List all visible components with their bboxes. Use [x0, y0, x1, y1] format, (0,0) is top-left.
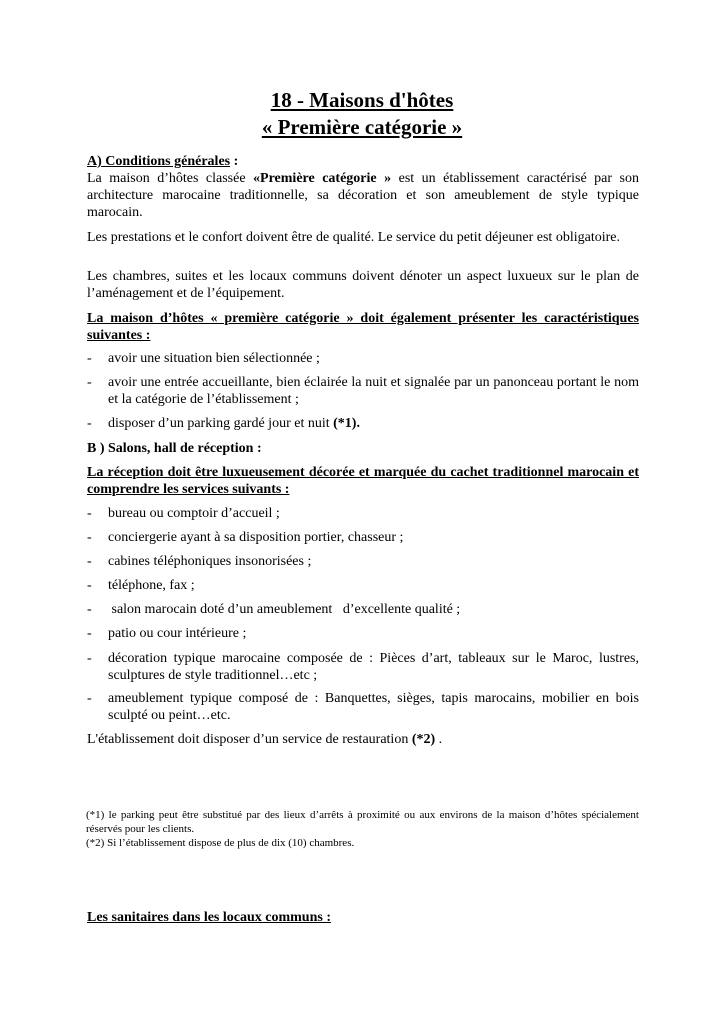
list-item — [87, 650, 639, 684]
bullet-dash: - — [87, 691, 92, 706]
bullet-dash: - — [87, 506, 92, 521]
list-item-text: décoration typique marocaine composée de : Pièces d’art, tableaux sur le Maroc, lustres, sculptures de style traditionnel…etc ; — [108, 651, 639, 683]
bullet-dash: - — [87, 416, 92, 431]
list-item-text: disposer d’un parking gardé jour et nuit — [108, 416, 334, 431]
footnote-ref-2: (*2) — [411, 732, 436, 747]
list-item — [87, 374, 639, 408]
list-item-text: avoir une entrée accueillante, bien éclairée la nuit et signalée par un panonceau portant le nom et la catégorie de l’établissement ; — [108, 375, 639, 407]
closing-text: L'établissement doit disposer d’un service de restauration — [87, 732, 412, 747]
section-a-p1-start: La maison d’hôtes classée — [87, 171, 254, 186]
bullet-dash: - — [87, 554, 92, 569]
section-a-p1-end: est un établissement caractérisé par son architecture marocaine traditionnelle, sa décoration et son ameublement de style typique marocain. — [87, 171, 640, 220]
bullet-dash: - — [87, 375, 92, 390]
list-item — [87, 553, 639, 570]
bullet-dash: - — [87, 530, 92, 545]
footnote-1: (*1) le parking peut être substitué par des lieux d’arrêts à proximité ou aux environs de la maison d’hôtes spécialement réservés pour les clients. — [86, 809, 639, 835]
section-b-heading: B ) Salons, hall de réception : — [87, 441, 262, 456]
list-item — [87, 529, 639, 546]
title-line-2: « Première catégorie » — [261, 115, 463, 139]
title-line-1: 18 - Maisons d'hôtes — [270, 88, 454, 112]
list-item-text: bureau ou comptoir d’accueil ; — [108, 506, 280, 521]
section-a-heading-suffix: : — [230, 154, 239, 169]
list-item-text: salon marocain doté d’un ameublement d’excellente qualité ; — [108, 602, 461, 617]
section-a-paragraph-3: Les chambres, suites et les locaux communs doivent dénoter un aspect luxueux sur le plan de l’aménagement et de l’équipement. — [87, 269, 639, 301]
list-item — [87, 415, 639, 432]
list-item — [87, 350, 639, 367]
page-subtitle — [0, 114, 724, 141]
list-item — [87, 601, 639, 618]
list-item — [87, 505, 639, 522]
section-a-p1-bold: «Première catégorie » — [253, 171, 392, 186]
section-a-subheading: La maison d’hôtes « première catégorie » doit également présenter les caractéristiques suivantes : — [87, 311, 639, 343]
list-item-text: ameublement typique composé de : Banquettes, sièges, tapis marocains, mobilier en bois sculpté ou peint…etc. — [108, 691, 639, 723]
section-b-subheading: La réception doit être luxueusement décorée et marquée du cachet traditionnel marocain et comprendre les services suivants : — [87, 465, 639, 497]
closing-end: . — [435, 732, 443, 747]
section-a-paragraph-2: Les prestations et le confort doivent être de qualité. Le service du petit déjeuner est obligatoire. — [87, 230, 620, 245]
section-a-heading: A) Conditions générales — [87, 154, 231, 169]
bullet-dash: - — [87, 602, 92, 617]
section-b-closing — [87, 731, 639, 748]
list-item — [87, 625, 639, 642]
page-title — [0, 87, 724, 114]
list-item — [87, 690, 639, 724]
list-item-text: avoir une situation bien sélectionnée ; — [108, 351, 320, 366]
list-item-text: patio ou cour intérieure ; — [108, 626, 247, 641]
bullet-dash: - — [87, 651, 92, 666]
list-item — [87, 577, 639, 594]
footnote-2: (*2) Si l’établissement dispose de plus de dix (10) chambres. — [86, 837, 355, 849]
section-c-heading: Les sanitaires dans les locaux communs : — [87, 910, 331, 925]
bullet-dash: - — [87, 626, 92, 641]
footnote-ref-1: (*1). — [333, 416, 360, 431]
section-a-paragraph-1 — [87, 153, 639, 221]
list-item-text: téléphone, fax ; — [108, 578, 195, 593]
bullet-dash: - — [87, 351, 92, 366]
list-item-text: cabines téléphoniques insonorisées ; — [108, 554, 312, 569]
bullet-dash: - — [87, 578, 92, 593]
list-item-text: conciergerie ayant à sa disposition portier, chasseur ; — [108, 530, 404, 545]
